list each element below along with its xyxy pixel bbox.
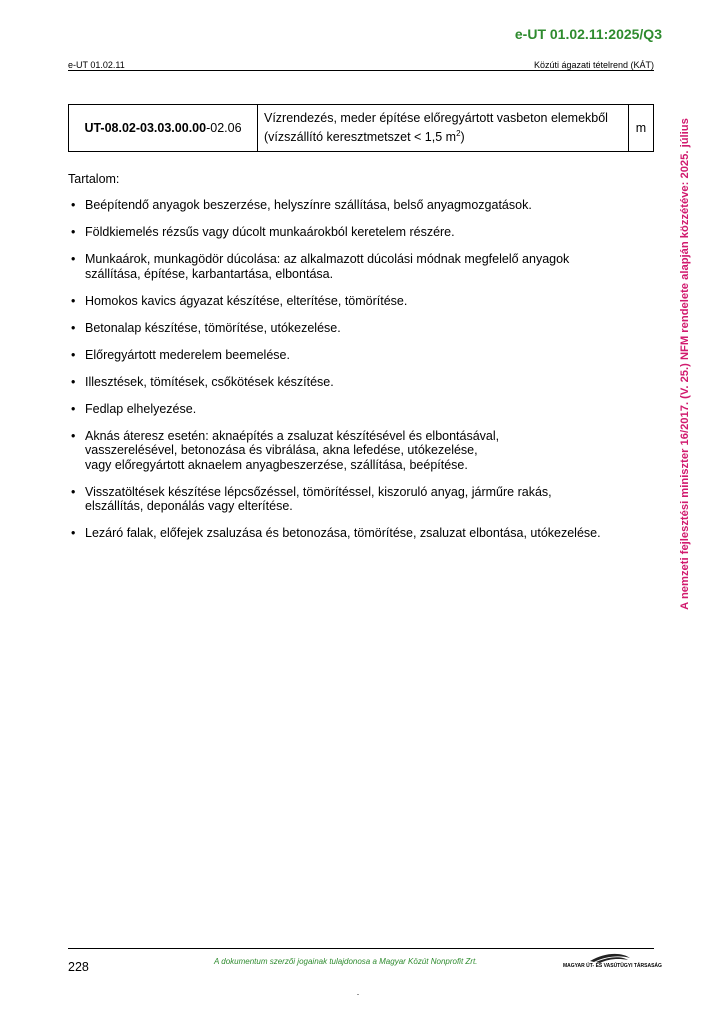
list-item bbox=[68, 526, 658, 541]
list-item bbox=[68, 485, 658, 514]
bullet-dot-icon: • bbox=[71, 401, 76, 416]
list-item bbox=[68, 198, 658, 213]
list-item bbox=[68, 225, 658, 240]
list-item bbox=[68, 252, 658, 281]
bullet-dot-icon: • bbox=[71, 198, 76, 212]
list-item bbox=[68, 375, 658, 390]
item-code-main: UT-08.02-03.03.00.00 bbox=[84, 121, 207, 136]
list-item bbox=[68, 429, 658, 473]
list-item bbox=[68, 348, 658, 363]
item-description-line1: Vízrendezés, meder építése előregyártott vasbeton elemekből bbox=[264, 111, 608, 125]
item-unit-cell: m bbox=[629, 105, 654, 152]
page-number: 228 bbox=[68, 960, 89, 974]
logo-text: MAGYAR ÚT- ÉS VASÚTÜGYI TÁRSASÁG bbox=[563, 963, 662, 969]
list-item-line: Illesztések, tömítések, csőkötések készítése. bbox=[85, 374, 334, 389]
item-description-line2: (vízszállító keresztmetszet < 1,5 m bbox=[264, 130, 457, 145]
list-item-line: Beépítendő anyagok beszerzése, helyszínre szállítása, belső anyagmozgatások. bbox=[85, 198, 532, 212]
item-description-close: ) bbox=[460, 130, 465, 145]
list-item-line: vagy előregyártott aknaelem anyagbeszerzése, szállítása, beépítése. bbox=[85, 457, 468, 472]
bullet-dot-icon: • bbox=[71, 225, 76, 239]
page-dot bbox=[357, 994, 359, 995]
bullet-dot-icon: • bbox=[71, 374, 76, 389]
header-divider bbox=[68, 70, 654, 71]
item-description-sup: 2 bbox=[456, 129, 461, 138]
content-title: Tartalom: bbox=[68, 172, 120, 186]
list-item bbox=[68, 402, 658, 417]
list-item-line: szállítása, építése, karbantartása, elbontása. bbox=[85, 266, 334, 281]
item-description-cell bbox=[258, 105, 629, 152]
list-item bbox=[68, 294, 658, 309]
list-item-line: vasszerelésével, betonozása és vibrálása, akna lefedése, utókezelése, bbox=[85, 443, 478, 457]
bullet-dot-icon: • bbox=[71, 320, 76, 335]
list-item-line: Munkaárok, munkagödör dúcolása: az alkalmazott dúcolási módnak megfelelő anyagok bbox=[85, 252, 570, 266]
bullet-dot-icon: • bbox=[71, 526, 76, 540]
header-right-title: Közúti ágazati tételrend (KÁT) bbox=[533, 60, 654, 70]
list-item-line: Földkiemelés rézsűs vagy dúcolt munkaárokból keretelem részére. bbox=[85, 225, 455, 239]
document-code: e-UT 01.02.11:2025/Q3 bbox=[514, 26, 662, 42]
bullet-dot-icon: • bbox=[71, 484, 76, 499]
list-item-line: Előregyártott mederelem beemelése. bbox=[85, 347, 290, 362]
list-item-line: Visszatöltések készítése lépcsőzéssel, tömörítéssel, kiszoruló anyag, járműre rakás, bbox=[85, 484, 552, 499]
content-bullet-list bbox=[68, 198, 658, 553]
bullet-dot-icon: • bbox=[71, 252, 76, 266]
list-item-line: elszállítás, deponálás vagy elterítése. bbox=[85, 499, 293, 513]
list-item bbox=[68, 321, 658, 336]
list-item-line: Lezáró falak, előfejek zsaluzása és betonozása, tömörítése, zsaluzat elbontása, utókezelése. bbox=[85, 526, 601, 540]
list-item-line: Homokos kavics ágyazat készítése, elterítése, tömörítése. bbox=[85, 293, 408, 308]
header-left-code: e-UT 01.02.11 bbox=[68, 60, 125, 70]
list-item-line: Fedlap elhelyezése. bbox=[85, 401, 197, 416]
item-code-cell bbox=[69, 105, 258, 152]
copyright-note: A dokumentum szerzői jogainak tulajdonosa a Magyar Közút Nonprofit Zrt. bbox=[214, 957, 478, 966]
item-code-suffix: -02.06 bbox=[206, 121, 242, 136]
footer-divider bbox=[68, 948, 654, 949]
item-table bbox=[68, 104, 654, 152]
road-swoosh-logo-icon bbox=[560, 952, 656, 972]
list-item-line: Betonalap készítése, tömörítése, utókezelése. bbox=[85, 320, 341, 335]
bullet-dot-icon: • bbox=[71, 428, 76, 443]
bullet-dot-icon: • bbox=[71, 293, 76, 308]
side-note: A nemzeti fejlesztési miniszter 16/2017. (V. 25.) NFM rendelete alapján közzétéve: 2025. július bbox=[679, 118, 691, 610]
list-item-line: Aknás áteresz esetén: aknaépítés a zsaluzat készítésével és elbontásával, bbox=[85, 428, 500, 443]
bullet-dot-icon: • bbox=[71, 347, 76, 362]
item-row bbox=[69, 105, 654, 152]
